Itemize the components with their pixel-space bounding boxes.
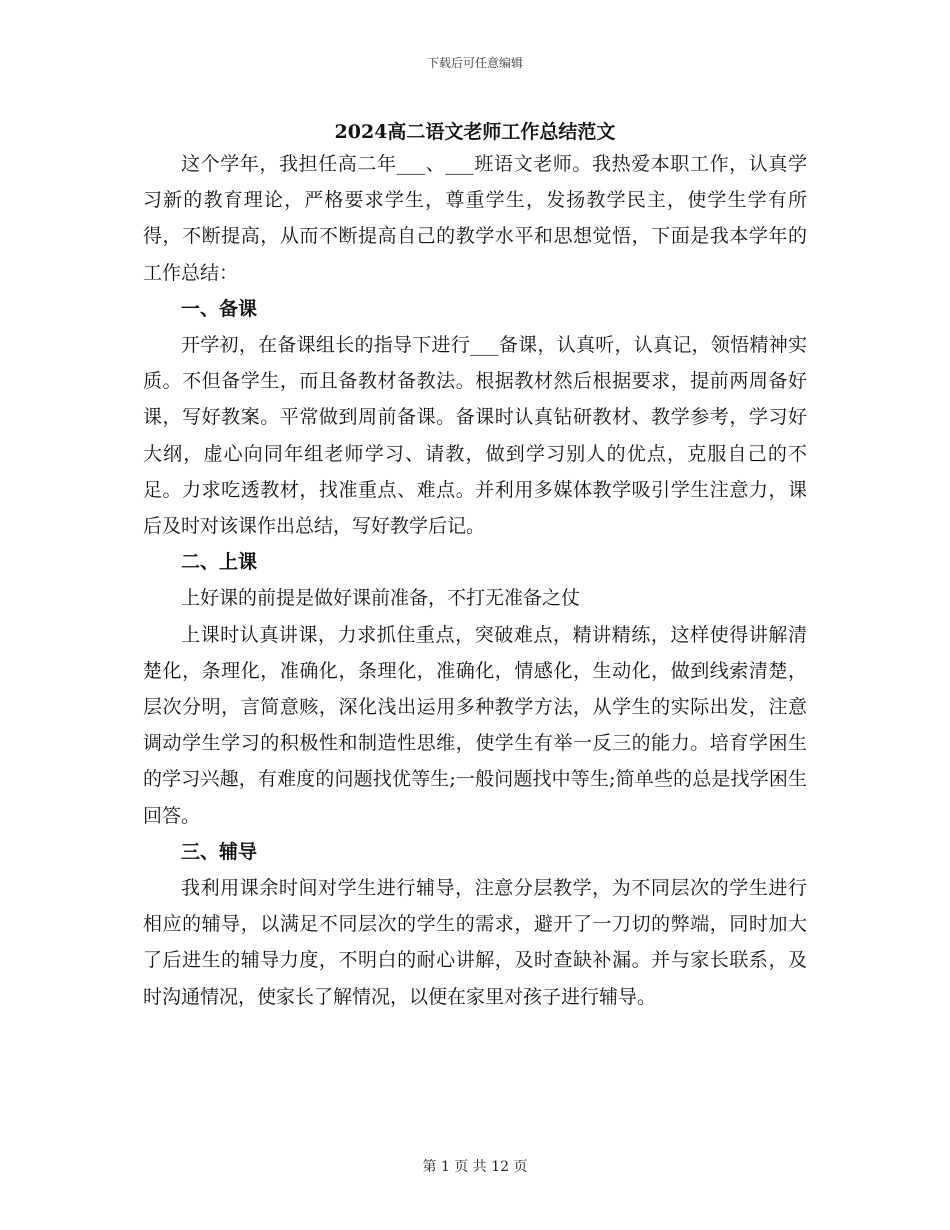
section-paragraph: 上好课的前提是做好课前准备，不打无准备之仗 (181, 587, 581, 610)
document-body (143, 146, 807, 1015)
intro-paragraph: 这个学年，我担任高二年___、___班语文老师。我热爱本职工作，认真学习新的教育理论，严格要求学生，尊重学生，发扬教学民主，使学生学有所得，不断提高，从而不断提高自己的教学水平和思想觉悟，下面是我本学年的工作总结： (143, 153, 807, 284)
section-heading-tutoring: 三、辅导 (181, 840, 258, 863)
section-paragraph: 上课时认真讲课，力求抓住重点，突破难点，精讲精练，这样使得讲解清楚化，条理化，准确化，条理化，准确化，情感化，生动化，做到线索清楚，层次分明，言简意赅，深化浅出运用多种教学方法，从学生的实际出发，注意调动学生学习的积极性和制造性思维，使学生有举一反三的能力。培育学困生的学习兴趣，有难度的问题找优等生;一般问题找中等生;简单些的总是找学困生回答。 (143, 623, 807, 827)
section-heading-preparation: 一、备课 (181, 297, 258, 320)
section-paragraph: 开学初，在备课组长的指导下进行___备课，认真听，认真记，领悟精神实质。不但备学生，而且备教材备教法。根据教材然后根据要求，提前两周备好课，写好教案。平常做到周前备课。备课时认真钻研教材、教学参考，学习好大纲，虚心向同年组老师学习、请教，做到学习别人的优点，克服自己的不足。力求吃透教材，找准重点、难点。并利用多媒体教学吸引学生注意力，课后及时对该课作出总结，写好教学后记。 (143, 334, 807, 538)
page-header-note: 下载后可任意编辑 (426, 56, 523, 70)
section-paragraph: 我利用课余时间对学生进行辅导，注意分层教学，为不同层次的学生进行相应的辅导，以满足不同层次的学生的需求，避开了一刀切的弊端，同时加大了后进生的辅导力度，不明白的耐心讲解，及时查缺补漏。并与家长联系，及时沟通情况，使家长了解情况，以便在家里对孩子进行辅导。 (143, 877, 807, 1008)
page-number-footer: 第 1 页 共 12 页 (422, 1159, 528, 1175)
section-heading-teaching: 二、上课 (181, 551, 258, 574)
document-title: 2024高二语文老师工作总结范文 (334, 121, 616, 143)
